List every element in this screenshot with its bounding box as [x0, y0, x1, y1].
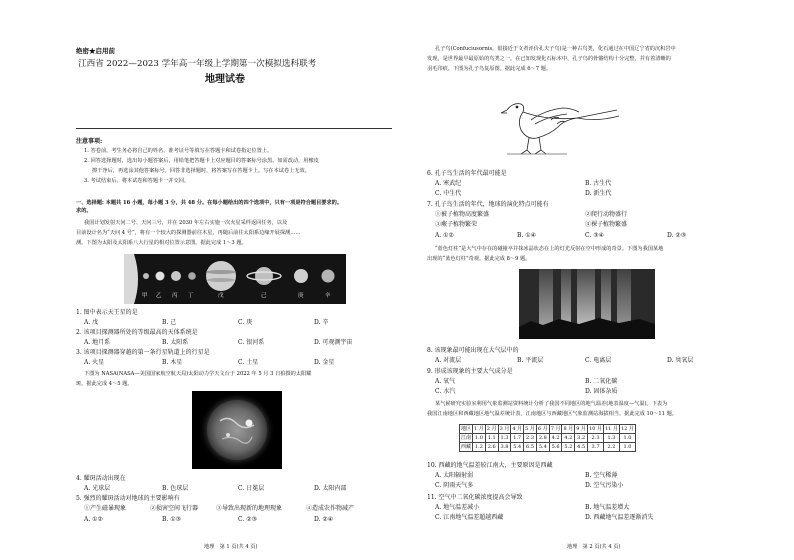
table-cell: 2.6: [485, 443, 498, 452]
table-header-cell: 4 月: [512, 426, 523, 432]
q11-option-d[interactable]: D. 西藏地气温差逐渐消失: [585, 514, 654, 521]
q9-option-b[interactable]: B. 二氧化碳: [585, 378, 618, 385]
q7-option-b[interactable]: B. ①④: [517, 232, 536, 239]
exam-title: 江西省 2022—2023 学年高一年级上学期第一次模拟选科联考: [78, 59, 317, 69]
passage-5-line: 我国江南地区和西藏地区地气温差统计表，江南地区与西藏地区气象监测站海拔相当。据此完成 10～11 题。: [427, 411, 677, 417]
table-cell: 1.0: [473, 434, 486, 443]
q2-option-b[interactable]: B. 太阳系: [162, 339, 189, 346]
table-header-cell: 7 月: [550, 426, 561, 432]
q5-option-b[interactable]: B. ①③: [162, 516, 181, 523]
q6-option-a[interactable]: A. 寒武纪: [435, 180, 462, 187]
passage-3-line: 孔子鸟(Confuciusornis，很接近于文者评价孔夫子鸟)是一种古鸟类，化石通过在中国辽宁省的沉积岩中: [435, 46, 676, 52]
temperature-difference-table: [459, 424, 636, 452]
q1-option-a[interactable]: A. 戊: [84, 319, 99, 326]
question-6: 6. 孔子鸟生活的年代最可能是: [427, 170, 507, 177]
passage-3-line: 发现，是世界最早最原始的鸟类之一。在已知发现化石标本中，孔子鸟的骨骼结构十分完整，并有着清晰的: [427, 56, 671, 62]
q7-item: ④裸子植物繁盛: [585, 221, 628, 228]
note-item: 1. 答卷前，考生务必将自己的姓名、准考证号等填写在答题卡和试卷指定位置上。: [84, 148, 273, 154]
q5-item: ④造成农作物减产: [306, 505, 355, 512]
table-cell: 西藏: [461, 444, 472, 450]
q5-item: ③导致出现新的地理现象: [216, 505, 283, 512]
q4-option-d[interactable]: D. 太阳内部: [314, 485, 347, 492]
table-cell: 1.0: [619, 434, 635, 443]
table-header-cell: 3 月: [499, 426, 510, 432]
q1-option-b[interactable]: B. 己: [162, 319, 177, 326]
q8-option-c[interactable]: C. 电离层: [585, 357, 612, 364]
q10-option-a[interactable]: A. 太阳辐射弱: [435, 472, 474, 479]
q3-option-c[interactable]: C. 土星: [238, 359, 259, 366]
question-3: 3. 该项目探测器穿越的第一条行星轨道上的行星是: [76, 349, 210, 356]
table-row: [460, 434, 636, 443]
q11-option-c[interactable]: C. 江南地气温差超越西藏: [435, 514, 504, 521]
note-item: 擦干净后，再选涂其他答案标号。回答非选择题时，将答案写在答题卡上。写在本试卷上无效。: [92, 168, 310, 174]
q10-option-b[interactable]: B. 空气稀薄: [585, 472, 618, 479]
table-header-cell: 2 月: [486, 426, 497, 432]
planet-label: 丁: [188, 293, 194, 299]
passage-4-line: 出现的“蓝色灯柱”奇观。据此完成 8～9 题。: [427, 256, 531, 262]
q10-option-c[interactable]: C. 阴雨天气多: [435, 482, 474, 489]
q9-option-c[interactable]: C. 水汽: [435, 388, 456, 395]
paper-title: 地理试卷: [205, 74, 245, 85]
passage-3-line: 羽毛印痕。下图为孔子鸟复原图。据此完成 6～7 题。: [427, 66, 552, 72]
q7-option-a[interactable]: A. ①②: [435, 232, 454, 239]
passage-5-line: 某气候研究实验室利用气象监测站资料统计分析了我国不同地区的地气温差(地表温度—气温)。下表为: [435, 401, 668, 407]
page-right: [397, 0, 794, 560]
planet-label: 庚: [298, 293, 304, 299]
q1-option-d[interactable]: D. 辛: [314, 319, 329, 326]
note-item: 3. 考试结束后，将本试卷和答题卡一并交回。: [84, 178, 190, 184]
question-7: 7. 孔子鸟生活的年代，地球的演化特点可能有: [427, 201, 549, 208]
q4-option-a[interactable]: A. 光球层: [84, 485, 111, 492]
planet-label: 乙: [156, 293, 162, 299]
table-cell: 1.3: [604, 434, 620, 443]
passage-1-line: 我国计划发射天问二号、天问三号，并在 2030 年左右实施一次火星采样返回任务，以及: [84, 220, 288, 226]
q1-option-c[interactable]: C. 庚: [238, 319, 253, 326]
question-1: 1. 图中表示天王星的是: [76, 309, 138, 316]
table-cell: 2.3: [524, 434, 537, 443]
q2-option-c[interactable]: C. 银河系: [238, 339, 265, 346]
table-cell: 1.0: [619, 443, 635, 452]
table-header-cell: 10 月: [589, 426, 602, 432]
q2-option-d[interactable]: D. 可观测宇宙: [314, 339, 353, 346]
q6-option-b[interactable]: B. 古生代: [585, 180, 612, 187]
q7-option-d[interactable]: D. ②③: [667, 232, 687, 239]
q7-item: ②爬行动物盛行: [585, 211, 628, 218]
q10-option-d[interactable]: D. 空气污染小: [585, 482, 624, 489]
q2-option-a[interactable]: A. 地月系: [84, 339, 111, 346]
table-cell: 6.5: [524, 443, 537, 452]
q5-option-d[interactable]: D. ②④: [314, 516, 334, 523]
q8-option-d[interactable]: D. 臭氧层: [667, 357, 694, 364]
table-header-cell: 5 月: [525, 426, 535, 432]
q5-option-a[interactable]: A. ①②: [84, 516, 103, 523]
table-header-cell: 12 月: [620, 426, 634, 432]
passage-1-line: 目前设计名为“天问 4 号”，将有一个较大的探测器前往木星，再随后前往太阳系边缘开展探测……: [76, 230, 301, 236]
page-footer-left: 地理 第 1 页(共 4 页): [204, 544, 258, 550]
q5-item: ②损害空间飞行器: [150, 505, 199, 512]
passage-2-line: 斑。据此完成 4～5 题。: [76, 381, 133, 387]
table-cell: 2.8: [536, 434, 549, 443]
table-cell: 4.5: [575, 443, 588, 452]
planet-label: 丙: [172, 293, 178, 299]
q4-option-c[interactable]: C. 日冕层: [238, 485, 265, 492]
light-pillar-image: [519, 269, 655, 339]
q4-option-b[interactable]: B. 色球层: [162, 485, 189, 492]
confuciusornis-image: [467, 80, 627, 162]
table-row: [460, 443, 636, 452]
q3-option-b[interactable]: B. 木星: [162, 359, 183, 366]
q5-item: ①产生磁暴现象: [84, 505, 127, 512]
question-5: 5. 强烈的耀斑活动对地球的主要影响有: [76, 495, 180, 502]
passage-4-line: “蓝色灯柱”是大气中存在的碰撞卒并抹冰晶状态在上的灯光反射在空中形成的奇景。下图为我国某地: [435, 246, 664, 252]
table-header-cell: 8 月: [563, 426, 574, 432]
note-item: 2. 回答选择题时，选出每小题答案后，用铅笔把答题卡上对应题目的答案标号涂黑。如需改动，用橡皮: [84, 158, 319, 164]
q9-option-a[interactable]: A. 氧气: [435, 378, 456, 385]
question-2: 2. 该项目探测器所处的等级最高的天体系统是: [76, 329, 198, 336]
planet-label: 己: [261, 293, 267, 299]
table-cell: 5.2: [562, 443, 575, 452]
table-cell: 1.3: [498, 434, 511, 443]
q9-option-d[interactable]: D. 固体杂质: [585, 388, 618, 395]
q11-option-a[interactable]: A. 地气温差减小: [435, 504, 480, 511]
table-cell: 3.2: [575, 434, 588, 443]
q8-option-a[interactable]: A. 对流层: [435, 357, 462, 364]
divider: [76, 128, 392, 129]
q3-option-a[interactable]: A. 火星: [84, 359, 105, 366]
q11-option-b[interactable]: B. 地气温差增大: [585, 504, 630, 511]
table-cell: 2.2: [604, 443, 620, 452]
planet-label: 甲: [142, 293, 148, 299]
q6-option-c[interactable]: C. 中生代: [435, 190, 462, 197]
table-cell: 江南: [461, 435, 472, 441]
question-10: 10. 西藏的地气温差较江南大，主要原因是西藏: [427, 462, 553, 469]
q8-option-b[interactable]: B. 平流层: [517, 357, 544, 364]
q3-option-d[interactable]: D. 金星: [314, 359, 335, 366]
table-header-cell: 11 月: [605, 426, 618, 432]
page-footer-right: 地理 第 2 页(共 4 页): [567, 544, 621, 550]
q7-item: ①被子植物高度繁盛: [435, 211, 490, 218]
confidential-mark: 绝密★启用前: [76, 47, 115, 55]
table-header-cell: 地区: [461, 426, 472, 432]
notes-title: 注意事项:: [76, 138, 103, 145]
question-11: 11. 空气中二氧化碳浓度提高会导致: [427, 494, 523, 501]
table-cell: 3.7: [588, 443, 604, 452]
question-9: 9. 形成该现象的主要大气成分是: [427, 368, 513, 375]
table-cell: 2.3: [588, 434, 604, 443]
table-cell: 5.4: [511, 443, 524, 452]
section-heading: 一、选择题: 本题共 16 小题，每小题 3 分，共 48 分。在每小题给出的四个选项中，只有一项是符合题目要求的。: [76, 200, 343, 206]
q7-option-c[interactable]: C. ③④: [585, 232, 604, 239]
table-cell: 1.7: [511, 434, 524, 443]
table-cell: 1.1: [485, 434, 498, 443]
passage-2-line: 下图为 NASA(NASA—美国国家航空航天局)太阳动力学天文台于 2022 年 5 月 3 日拍摄的太阳耀: [84, 371, 312, 377]
solar-system-image: [124, 254, 346, 304]
table-header-cell: 1 月: [474, 426, 484, 432]
planet-label: 辛: [325, 293, 331, 299]
question-4: 4. 耀斑活动出现在: [76, 475, 126, 482]
table-header-cell: 6 月: [537, 426, 548, 432]
q7-item: ③蕨子植物繁荣: [435, 221, 478, 228]
q6-option-d[interactable]: D. 新生代: [585, 190, 612, 197]
table-cell: 3.8: [498, 443, 511, 452]
table-cell: 1.2: [473, 443, 486, 452]
planet-label: 戊: [218, 293, 224, 299]
table-header-row: [460, 425, 636, 434]
solar-flare-image: [192, 391, 282, 469]
question-8: 8. 该现象最可能出现在大气层中的: [427, 347, 519, 354]
table-cell: 4.2: [549, 434, 562, 443]
table-cell: 4.2: [562, 434, 575, 443]
table-header-cell: 9 月: [576, 426, 587, 432]
section-heading-cont: 求的。: [76, 208, 92, 214]
q5-option-c[interactable]: C. ②③: [238, 516, 257, 523]
passage-1-line: 测。下图为太阳及太阳系八大行星的相对位置示意图。据此完成 1～3 题。: [76, 240, 247, 246]
table-cell: 5.4: [536, 443, 549, 452]
table-cell: 5.6: [549, 443, 562, 452]
